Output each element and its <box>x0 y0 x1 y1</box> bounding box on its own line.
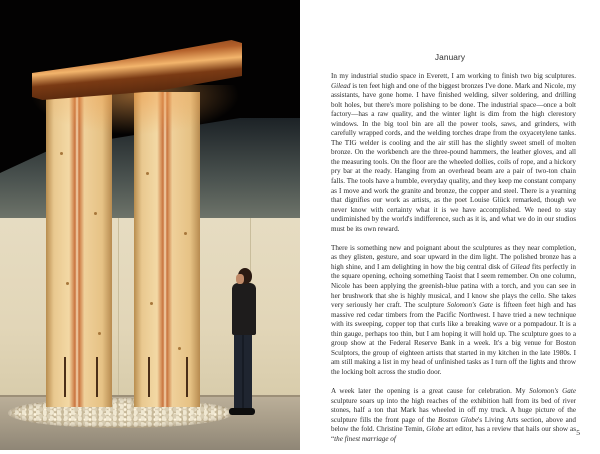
cedar-column-right <box>134 92 200 407</box>
italic-title: Solomon's Gate <box>447 301 493 310</box>
paragraph <box>331 387 576 444</box>
text-run: 's Living Arts section, above and below the fold. Christine Temin, <box>331 415 576 434</box>
italic-title: Gilead <box>331 81 351 90</box>
text-run: fits perfectly in the square opening, echoing something Taoist that I seem remember. On one column, Nicole has been applying the greenish-blue patina with a torch, and you can see in her brushwork that she is highly musical, and I know she plays the cello. She takes very seriously her craft. The sculpture <box>331 262 576 310</box>
wall-seam <box>118 218 119 398</box>
text-run: In my industrial studio space in Everett, I am working to finish two big sculptures. <box>331 72 576 80</box>
column-slot <box>64 357 66 397</box>
column-slot <box>96 357 98 397</box>
column-slot <box>186 357 188 397</box>
person-feet <box>229 408 255 415</box>
page-number: 5 <box>576 428 580 437</box>
text-run: is fifteen feet high and has massive red cedar timbers from the Pacific Northwest. I have tried a new technique with its sweeping, copper top that curls like a breaking wave or a pompadour. It is a thin gauge, perhaps too thin, but I am hoping it will hold up. The sculpture goes to a group show at the Federal Reserve Bank in a week. It's a big venue for Boston Sculptors, the group of eighteen artists that started in my kitchen in the late 1980s. I am still making a list in my head of unfinished tasks as I turn off the lights and throw the locking bolt across the studio door. <box>331 301 576 376</box>
column-slot <box>148 357 150 397</box>
text-run: sculpture soars up into the high reaches of the exhibition hall from its bed of river stones, half a ton that Mark has wheeled in off my truck. A huge picture of the sculpture fills the front page of the <box>331 396 576 424</box>
italic-title: Boston Globe <box>438 415 479 424</box>
running-head: January <box>434 52 466 62</box>
text-page <box>300 0 600 450</box>
italic-title: Solomon's Gate <box>529 386 576 395</box>
text-run: art editor, has a review that hails our show as “ <box>331 425 576 443</box>
text-run: A week later the opening is a great cause for celebration. My <box>331 386 530 395</box>
italic-title: Globe <box>426 425 444 434</box>
wood-knot <box>66 282 69 285</box>
wood-knot <box>60 152 63 155</box>
body-text <box>331 72 576 454</box>
cedar-column-left <box>46 92 112 407</box>
paragraph <box>331 72 576 234</box>
wood-knot <box>184 232 187 235</box>
person-torso <box>232 283 256 335</box>
italic-title: the finest marriage of <box>334 434 396 443</box>
wood-knot <box>178 347 181 350</box>
italic-title: Gilead <box>510 262 530 271</box>
text-run: There is something new and poignant about the sculptures as they near completion, as they glisten, gesture, and soar upward in the dim light. The polished bronze has a high shine, and I am delighting in how the big central disk of <box>331 243 576 271</box>
sculpture-photo <box>0 0 300 450</box>
wood-knot <box>98 332 101 335</box>
paragraph <box>331 244 576 378</box>
person-legs <box>234 333 252 411</box>
wood-knot <box>146 172 149 175</box>
wood-knot <box>94 212 97 215</box>
person-face <box>236 274 244 284</box>
wood-knot <box>150 302 153 305</box>
text-run: is ten feet high and one of the biggest bronzes I've done. Mark and Nicole, my assistants, have gone home. I have finished welding, silver soldering, and drilling bolt holes, but there's more polishing to be done. The industrial space—once a bolt factory—has a raw quality, and the winter light is dim from the high clerestory windows. In the big tool bin are all the power tools, saws, and grinders, with carefully wrapped cords, and the welding torches drape from the oxyacetylene tanks. The TIG welder is cooling and the air still has the slightly sweet smell of molten bronze. On the workbench are the three-pound hammers, the leather gloves, and all the measuring tools. On the floor are the wheeled dollies, coils of rope, and a hickory pry bar at the ready. Hanging from an overhead beam are a pair of two-ton chain falls. The tools have a humble, everyday quality, and they keep me constant company as I move and work the granite and bronze, the copper and steel. There is a yearning that dignifies our work as artists, as the poet Louise Glück remarked, though we never know with certainty what it is we have accomplished. We need to stay undiminished by the world's indifference, such as it is, and what we do in our studios must be its own reward. <box>331 81 576 233</box>
